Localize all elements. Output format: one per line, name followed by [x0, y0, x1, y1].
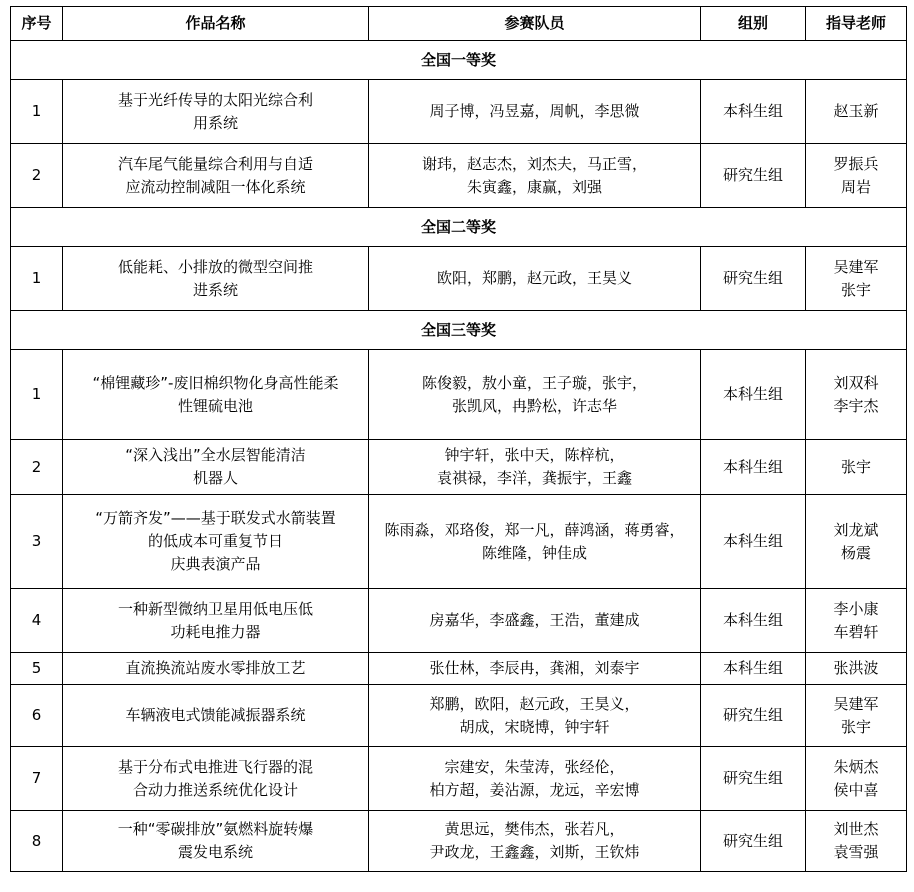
members-cell: 欧阳，郑鹏，赵元政，王昊义	[369, 247, 701, 311]
group-cell: 本科生组	[701, 589, 806, 653]
advisor-cell: 李小康 车碧轩	[806, 589, 907, 653]
members-cell: 黄思远，樊伟杰，张若凡， 尹政龙，王鑫鑫，刘斯，王钦炜	[369, 811, 701, 872]
members-cell: 宗建安，朱莹涛，张经伦， 柏方超，姜沾源，龙远，辛宏博	[369, 747, 701, 811]
seq-cell: 1	[11, 350, 63, 440]
members-cell: 张仕林，李辰冉，龚湘，刘泰宇	[369, 653, 701, 685]
title-cell: 一种新型微纳卫星用低电压低 功耗电推力器	[63, 589, 369, 653]
section-title: 全国一等奖	[11, 41, 907, 80]
group-cell: 本科生组	[701, 653, 806, 685]
table-row	[11, 80, 907, 144]
group-cell: 本科生组	[701, 495, 806, 589]
advisor-cell: 张洪波	[806, 653, 907, 685]
table-row	[11, 144, 907, 208]
members-cell: 房嘉华，李盛鑫，王浩，董建成	[369, 589, 701, 653]
seq-cell: 8	[11, 811, 63, 872]
seq-cell: 2	[11, 144, 63, 208]
table-row	[11, 811, 907, 872]
seq-cell: 7	[11, 747, 63, 811]
members-cell: 陈俊毅，敖小童，王子璇，张宇， 张凯风，冉黔松，许志华	[369, 350, 701, 440]
advisor-cell: 赵玉新	[806, 80, 907, 144]
awards-table	[10, 6, 907, 872]
title-cell: “万箭齐发”——基于联发式水箭装置 的低成本可重复节日 庆典表演产品	[63, 495, 369, 589]
section-title: 全国三等奖	[11, 311, 907, 350]
advisor-cell: 吴建军 张宇	[806, 247, 907, 311]
header-group: 组别	[701, 7, 806, 41]
header-row	[11, 7, 907, 41]
title-cell: 一种“零碳排放”氨燃料旋转爆 震发电系统	[63, 811, 369, 872]
title-cell: 直流换流站废水零排放工艺	[63, 653, 369, 685]
seq-cell: 5	[11, 653, 63, 685]
advisor-cell: 吴建军 张宇	[806, 685, 907, 747]
group-cell: 研究生组	[701, 685, 806, 747]
advisor-cell: 张宇	[806, 440, 907, 495]
members-cell: 陈雨淼，邓珞俊，郑一凡，薛鸿涵，蒋勇睿， 陈维隆，钟佳成	[369, 495, 701, 589]
header-members: 参赛队员	[369, 7, 701, 41]
table-row	[11, 350, 907, 440]
title-cell: 基于光纤传导的太阳光综合利 用系统	[63, 80, 369, 144]
group-cell: 研究生组	[701, 144, 806, 208]
title-cell: “深入浅出”全水层智能清洁 机器人	[63, 440, 369, 495]
header-title: 作品名称	[63, 7, 369, 41]
section-row	[11, 41, 907, 80]
seq-cell: 2	[11, 440, 63, 495]
section-row	[11, 208, 907, 247]
title-cell: 低能耗、小排放的微型空间推 进系统	[63, 247, 369, 311]
advisor-cell: 刘龙斌 杨震	[806, 495, 907, 589]
seq-cell: 4	[11, 589, 63, 653]
members-cell: 郑鹏，欧阳，赵元政，王昊义， 胡成，宋晓博，钟宇轩	[369, 685, 701, 747]
group-cell: 研究生组	[701, 811, 806, 872]
seq-cell: 1	[11, 247, 63, 311]
table-row	[11, 747, 907, 811]
group-cell: 研究生组	[701, 247, 806, 311]
table-row	[11, 685, 907, 747]
advisor-cell: 刘世杰 袁雪强	[806, 811, 907, 872]
title-cell: 汽车尾气能量综合利用与自适 应流动控制减阻一体化系统	[63, 144, 369, 208]
seq-cell: 1	[11, 80, 63, 144]
members-cell: 周子博，冯昱嘉，周帆，李思微	[369, 80, 701, 144]
group-cell: 本科生组	[701, 440, 806, 495]
title-cell: 车辆液电式馈能减振器系统	[63, 685, 369, 747]
header-seq: 序号	[11, 7, 63, 41]
table-row	[11, 589, 907, 653]
section-row	[11, 311, 907, 350]
members-cell: 谢玮，赵志杰，刘杰夫，马正雪， 朱寅鑫，康赢，刘强	[369, 144, 701, 208]
seq-cell: 3	[11, 495, 63, 589]
group-cell: 本科生组	[701, 350, 806, 440]
section-title: 全国二等奖	[11, 208, 907, 247]
table-row	[11, 653, 907, 685]
header-advisor: 指导老师	[806, 7, 907, 41]
group-cell: 研究生组	[701, 747, 806, 811]
title-cell: 基于分布式电推进飞行器的混 合动力推送系统优化设计	[63, 747, 369, 811]
seq-cell: 6	[11, 685, 63, 747]
title-cell: “棉锂藏珍”-废旧棉织物化身高性能柔 性锂硫电池	[63, 350, 369, 440]
table-row	[11, 247, 907, 311]
advisor-cell: 罗振兵 周岩	[806, 144, 907, 208]
group-cell: 本科生组	[701, 80, 806, 144]
advisor-cell: 刘双科 李宇杰	[806, 350, 907, 440]
table-row	[11, 440, 907, 495]
advisor-cell: 朱炳杰 侯中喜	[806, 747, 907, 811]
table-row	[11, 495, 907, 589]
members-cell: 钟宇轩，张中天，陈梓杭， 袁祺禄，李洋，龚振宇，王鑫	[369, 440, 701, 495]
